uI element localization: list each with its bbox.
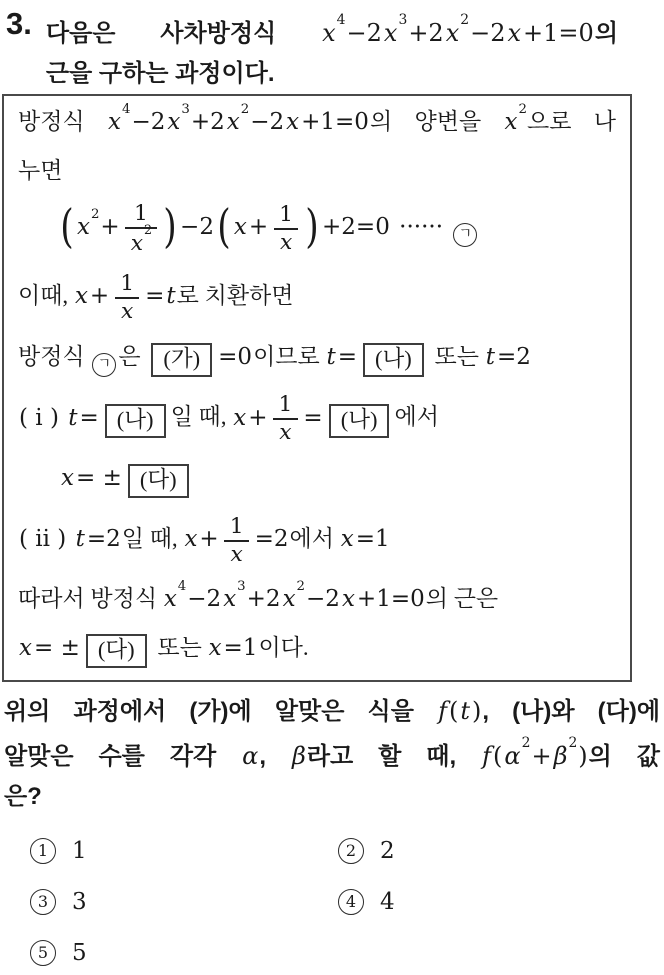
math-variable: x — [504, 109, 518, 135]
math-text: =0 — [218, 343, 253, 370]
math-variable: x — [208, 634, 222, 661]
math-variable: x — [286, 109, 300, 135]
math-text: ( — [448, 697, 459, 725]
math-text: −2 — [180, 214, 214, 241]
math-variable: x — [226, 109, 240, 135]
superscript: 2 — [568, 735, 578, 752]
question-text — [0, 682, 664, 817]
korean-text: 로 치환하면 — [176, 283, 294, 309]
math-variable: t — [485, 343, 495, 370]
korean-bold-text: 의 — [594, 20, 618, 47]
superscript: 2 — [240, 102, 250, 118]
math-variable: β — [553, 742, 568, 770]
math-variable: α — [504, 742, 521, 770]
korean-bold-text: 다음은 사차방정식 — [45, 20, 322, 47]
math-text: 1 — [229, 513, 244, 539]
math-text: +2=0 — [322, 214, 390, 241]
math-text: ) — [471, 697, 482, 725]
math-variable: x — [76, 214, 90, 241]
fraction — [224, 515, 250, 567]
math-text: −2 — [250, 109, 285, 135]
blank-box-ga: (가) — [151, 343, 212, 377]
numerator — [224, 515, 250, 540]
math-variable: x — [223, 586, 237, 613]
korean-text: 방정식 — [18, 343, 91, 369]
blank-box-da: (다) — [86, 634, 147, 668]
choice-circle-number: 4 — [338, 889, 364, 915]
superscript: 3 — [398, 12, 408, 29]
math-variable: x — [507, 19, 522, 47]
choice-circle-number: 3 — [30, 889, 56, 915]
superscript: 4 — [177, 579, 187, 595]
math-text: +1=0 — [523, 19, 594, 47]
choice-3[interactable] — [0, 880, 300, 924]
question-line — [4, 777, 660, 817]
korean-text: 에서 — [394, 404, 439, 430]
math-text: = — [303, 404, 323, 431]
conclusion-line-2 — [18, 632, 616, 668]
korean-bold-text: 근을 구하는 과정이다. — [45, 60, 275, 87]
blank-box-na: (나) — [363, 343, 424, 377]
math-variable: x — [163, 586, 177, 613]
title-line — [46, 8, 658, 54]
math-variable: t — [75, 525, 85, 552]
math-text: 1 — [278, 392, 293, 418]
question-line — [4, 732, 660, 777]
solution-box — [2, 94, 632, 682]
numerator — [273, 203, 299, 228]
fraction — [273, 393, 299, 445]
math-variable: x — [74, 283, 88, 310]
math-text: =2 — [86, 525, 121, 552]
math-text: + — [199, 525, 219, 552]
korean-bold-text: 은? — [4, 783, 42, 810]
korean-text: 따라서 방정식 — [18, 586, 163, 612]
math-variable: x — [167, 109, 181, 135]
superscript: 3 — [181, 102, 190, 118]
ga-na-line — [18, 341, 616, 377]
korean-text: 에서 — [289, 525, 340, 551]
choice-1[interactable] — [0, 829, 300, 873]
math-text: +2 — [246, 586, 281, 613]
math-text: =2 — [496, 343, 531, 370]
case-i-line — [18, 393, 616, 445]
math-text: = — [145, 283, 165, 310]
math-text: ······ — [391, 214, 451, 241]
choice-label: 3 — [72, 889, 87, 915]
math-variable: x — [19, 634, 32, 661]
math-text: = — [79, 404, 99, 431]
choice-2[interactable] — [300, 829, 664, 873]
math-variable: x — [279, 229, 293, 255]
math-text: = ± — [75, 464, 122, 491]
korean-text: 누면 — [18, 157, 63, 183]
substitution-line — [18, 272, 616, 324]
korean-text: 은 — [118, 343, 147, 369]
fraction — [273, 203, 299, 255]
math-text: +1=0 — [301, 109, 369, 135]
math-variable: t — [326, 343, 336, 370]
problem-number: 3. — [6, 6, 32, 41]
math-text: ( ii ) — [19, 525, 74, 552]
math-variable: t — [166, 283, 176, 310]
conclusion-line-1 — [18, 579, 616, 615]
korean-text: 이므로 — [253, 343, 326, 369]
math-text: ( i ) — [19, 404, 67, 431]
math-variable: x — [61, 464, 74, 491]
korean-text: 일 때, — [121, 525, 184, 551]
math-text: = — [337, 343, 357, 370]
math-text: + — [248, 404, 268, 431]
denominator — [115, 297, 139, 324]
korean-text: 의 근은 — [425, 586, 499, 612]
math-text: + — [248, 214, 269, 241]
math-text: −2 — [306, 586, 340, 613]
math-text: = ± — [33, 634, 80, 661]
korean-bold-text: 의 값 — [588, 743, 660, 770]
math-variable: x — [120, 299, 134, 325]
math-variable: x — [340, 525, 354, 552]
blank-box-da: (다) — [128, 464, 189, 498]
korean-text: 또는 — [428, 343, 485, 369]
question-line — [4, 692, 660, 732]
korean-bold-text: , (나)와 (다)에 — [482, 698, 661, 725]
math-variable: x — [279, 420, 292, 446]
numerator — [273, 393, 299, 418]
math-text: +2 — [190, 109, 225, 135]
choice-label: 5 — [72, 940, 87, 966]
korean-text: 일 때, — [170, 404, 233, 430]
math-variable: x — [230, 541, 243, 567]
case-i-result-line — [60, 462, 616, 498]
math-text: + — [100, 214, 120, 241]
math-text: + — [89, 283, 110, 310]
math-variable: x — [445, 19, 460, 47]
problem-title — [46, 6, 658, 94]
denominator — [274, 228, 298, 255]
superscript: 4 — [122, 102, 131, 118]
korean-text: 으로 나 — [527, 109, 617, 134]
korean-text: 또는 — [151, 634, 208, 660]
math-text: + — [531, 742, 552, 770]
problem-header — [0, 0, 664, 94]
math-variable: f — [438, 697, 447, 725]
math-text: −2 — [187, 586, 222, 613]
circled-giyeok-icon: ㄱ — [453, 223, 477, 247]
math-variable: f — [482, 742, 491, 770]
math-text: +1=0 — [356, 586, 425, 613]
superscript: 2 — [518, 102, 527, 118]
korean-text: 방정식 — [18, 109, 108, 134]
equation-mark-line: ( $x^2+$ $\frac{1}{x^2}$ ) −2( x+ $\frac{1}{x}$ ) +2=0 ······ ㄱ — [58, 202, 616, 255]
math-variable: x — [322, 19, 336, 47]
choice-label: 2 — [380, 838, 395, 864]
math-text: +2 — [408, 19, 444, 47]
superscript: 3 — [237, 579, 246, 595]
math-variable: t — [68, 404, 78, 431]
blank-box-na: (나) — [329, 404, 390, 438]
numerator — [114, 272, 140, 297]
math-variable: α — [242, 742, 259, 770]
math-variable: x — [233, 404, 247, 431]
math-variable: x — [108, 109, 121, 135]
math-text: =1 — [355, 525, 390, 552]
math-text: ( — [493, 742, 503, 770]
choice-circle-number: 1 — [30, 838, 56, 864]
math-variable: x — [233, 214, 247, 241]
denominator — [273, 418, 297, 445]
korean-bold-text: 알맞은 수를 각각 — [4, 743, 242, 770]
math-text: =1 — [223, 634, 258, 661]
superscript: 2 — [90, 207, 100, 223]
math-variable: t — [460, 697, 470, 725]
superscript: 2 — [521, 735, 531, 752]
math-text: 1 — [120, 271, 135, 297]
divide-line-2 — [18, 155, 616, 186]
choice-label: 1 — [72, 838, 87, 864]
math-text: ) — [578, 742, 588, 770]
math-variable: x — [341, 586, 355, 613]
math-variable: x — [130, 230, 144, 256]
korean-text: 이때, — [18, 283, 74, 309]
choice-5[interactable] — [0, 931, 300, 975]
fraction — [114, 272, 140, 324]
korean-bold-text: , — [259, 743, 291, 770]
math-text: 1 — [133, 201, 148, 227]
math-variable: x — [383, 19, 398, 47]
korean-text: 의 양변을 — [369, 109, 504, 134]
case-ii-line — [18, 515, 616, 567]
choice-4[interactable] — [300, 880, 664, 924]
choice-circle-number: 2 — [338, 838, 364, 864]
korean-text: 이다. — [258, 634, 309, 660]
answer-choices — [0, 829, 664, 975]
korean-bold-text: 라고 할 때, — [306, 743, 482, 770]
korean-bold-text: 위의 과정에서 (가)에 알맞은 식을 — [4, 698, 438, 725]
math-text: 1 — [279, 201, 294, 227]
divide-line-1 — [18, 102, 617, 138]
choice-circle-number: 5 — [30, 940, 56, 966]
superscript: 2 — [296, 579, 306, 595]
math-text: −2 — [470, 19, 506, 47]
denominator — [224, 540, 248, 567]
math-text: −2 — [346, 19, 382, 47]
denominator — [125, 222, 157, 256]
fraction — [125, 202, 157, 255]
circled-giyeok-icon: ㄱ — [92, 353, 116, 377]
math-text: −2 — [131, 109, 166, 135]
math-variable: x — [282, 586, 296, 613]
math-text: =2 — [254, 525, 289, 552]
math-variable: β — [291, 742, 306, 770]
title-line — [46, 54, 658, 94]
blank-box-na: (나) — [105, 404, 166, 438]
superscript: 2 — [460, 12, 470, 29]
superscript: 2 — [144, 222, 153, 238]
superscript: 4 — [336, 12, 346, 29]
math-variable: x — [184, 525, 198, 552]
choice-label: 4 — [380, 889, 395, 915]
